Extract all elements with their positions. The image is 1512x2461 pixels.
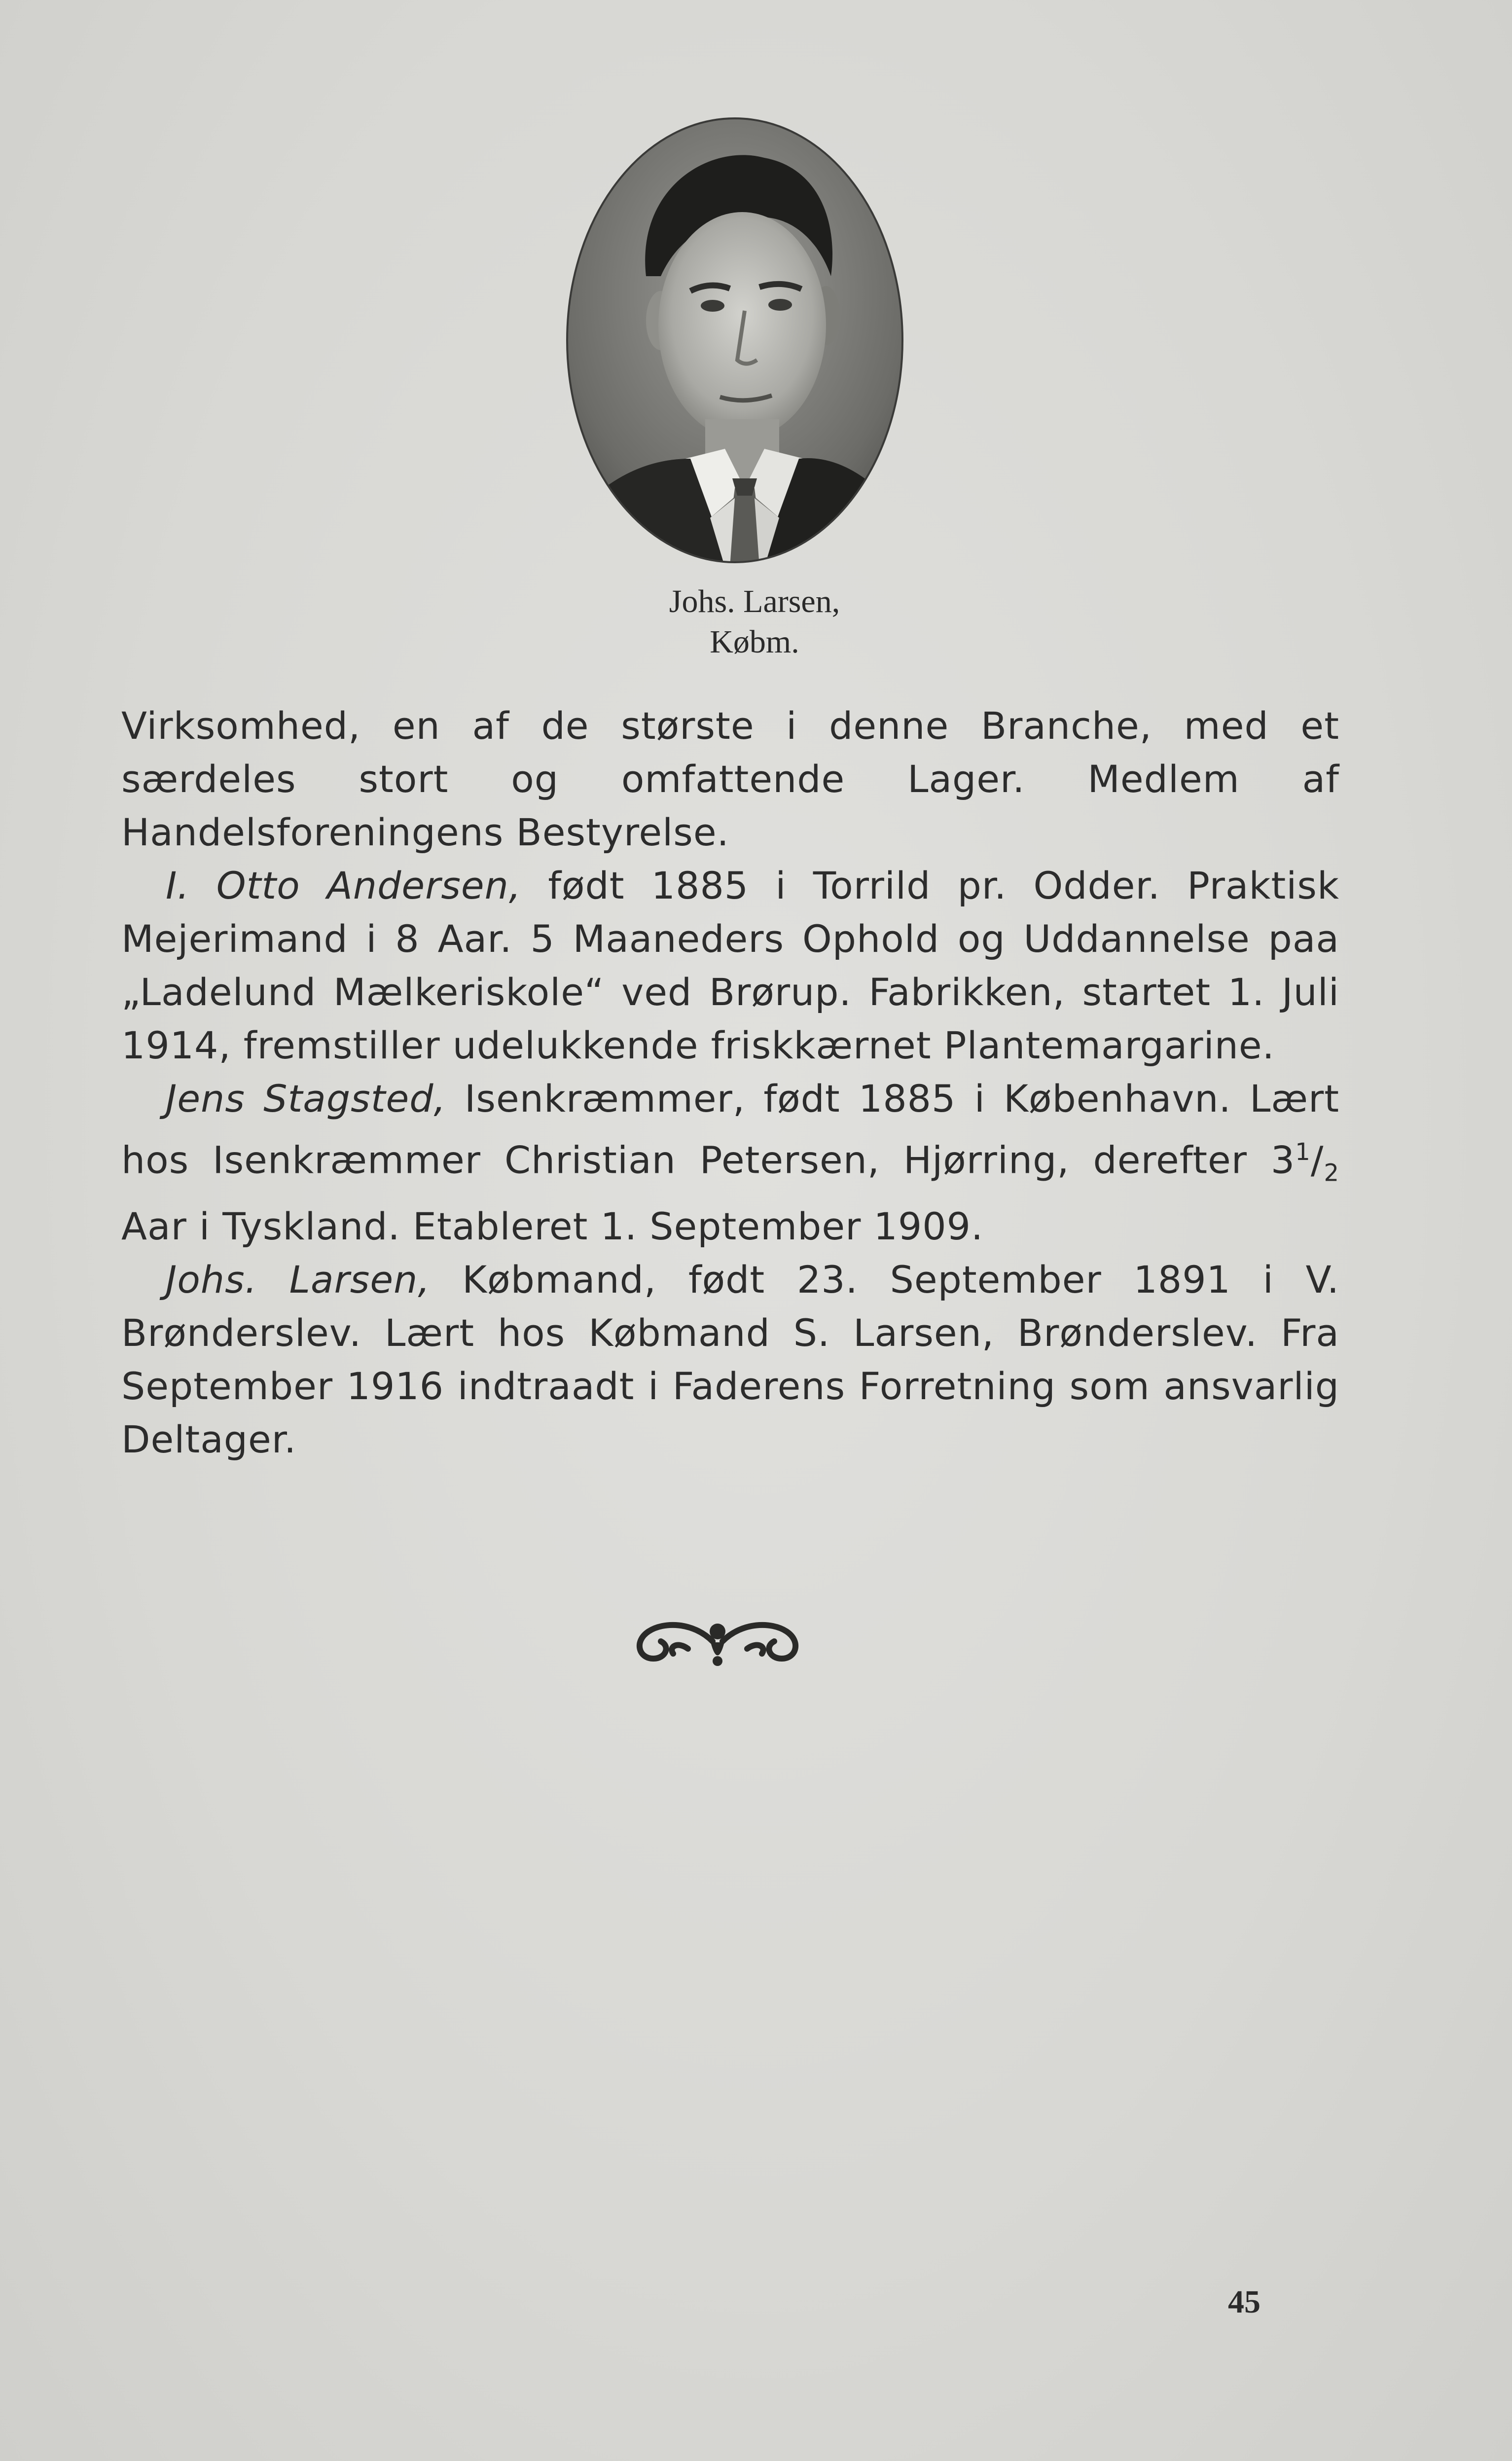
paragraph-intro	[121, 699, 1339, 859]
portrait-caption-name: Johs. Larsen,	[669, 583, 840, 619]
paragraph-text: Virksomhed, en af de største i denne Branche, med et særdeles stort og omfattende Lager. Medlem af Handelsforeningens Bestyrelse.	[121, 704, 1339, 854]
paragraph-text: Isenkræmmer, født 1885 i København. Lært hos Isenkræmmer Christian Petersen, Hjørring, derefter 3	[121, 1077, 1339, 1182]
paragraph-johs-larsen	[121, 1253, 1339, 1466]
portrait-photo	[562, 113, 907, 567]
person-name: I. Otto Andersen,	[166, 864, 522, 907]
body-text	[121, 699, 1339, 1466]
person-name: Jens Stagsted,	[166, 1077, 446, 1121]
decorative-ornament	[619, 1612, 816, 1671]
paragraph-text: Aar i Tyskland. Etableret 1. September 1909.	[121, 1204, 984, 1248]
fraction-numerator: 1	[1295, 1138, 1311, 1166]
fraction-denominator: 2	[1324, 1159, 1339, 1187]
paragraph-otto-andersen	[121, 859, 1339, 1072]
paragraph-jens-stagsted: Jens Stagsted, Isenkræmmer, født 1885 i København. Lært hos Isenkræmmer Christian Petersen, Hjørring, derefter $3^1/_2$ Aar i Tyskland. Etableret 1. September 1909.	[121, 1077, 1339, 1248]
paragraph-text: født 1885 i Torrild pr. Odder. Praktisk Mejerimand i 8 Aar. 5 Maaneders Ophold og Uddannelse paa „Ladelund Mælkeriskole“ ved Brørup. Fabrikken, startet 1. Juli 1914, fremstiller udelukkende friskkærnet Plantemargarine.	[121, 864, 1340, 1067]
portrait-caption-title: Købm.	[710, 624, 799, 660]
page-number: 45	[1228, 2284, 1260, 2320]
person-name: Johs. Larsen,	[166, 1257, 431, 1302]
paragraph-text: Købmand, født 23. September 1891 i V. Brønderslev. Lært hos Købmand S. Larsen, Brønderslev. Fra September 1916 indtraadt i Faderens Forretning som ansvarlig Deltager.	[121, 1257, 1339, 1461]
